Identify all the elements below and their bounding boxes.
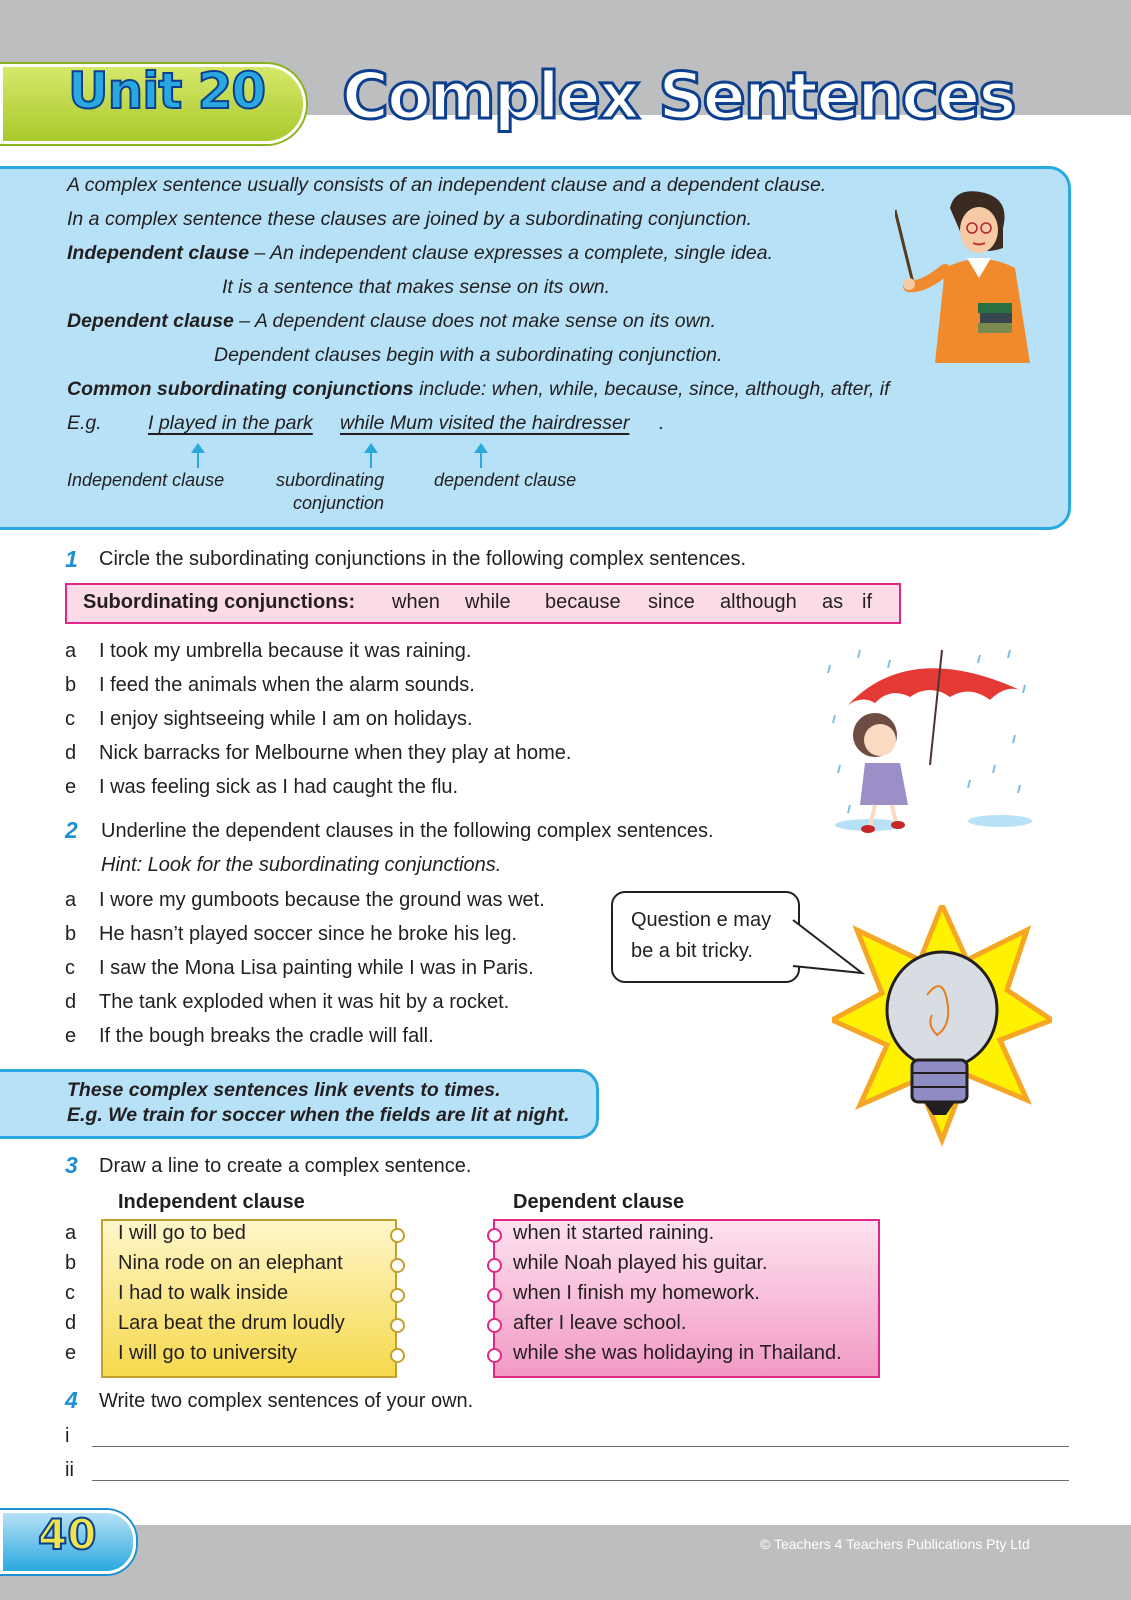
q2-sentence[interactable]: If the bough breaks the cradle will fall. xyxy=(99,1025,434,1047)
info-dependent xyxy=(67,310,716,333)
speech-bubble xyxy=(611,891,800,983)
item-letter: c xyxy=(65,1282,75,1304)
tip-line-1: These complex sentences link events to times. xyxy=(67,1079,501,1101)
item-letter: e xyxy=(65,776,77,798)
girl-umbrella-illustration xyxy=(820,645,1040,840)
arrow-up-icon xyxy=(370,451,372,468)
q1-sentence[interactable]: Nick barracks for Melbourne when they play at home. xyxy=(99,742,572,764)
connector-dot[interactable] xyxy=(487,1288,502,1303)
dependent-term: Dependent clause xyxy=(67,310,234,332)
question-number: 3 xyxy=(65,1152,78,1178)
info-independent-2: It is a sentence that makes sense on its own. xyxy=(222,276,611,298)
independent-term: Independent clause xyxy=(67,242,250,264)
answer-line[interactable] xyxy=(92,1446,1069,1447)
q1-sentence[interactable]: I enjoy sightseeing while I am on holidays. xyxy=(99,708,473,730)
question-number: 4 xyxy=(65,1387,78,1413)
dependent-clause: while she was holidaying in Thailand. xyxy=(513,1342,842,1364)
independent-clause: I will go to university xyxy=(118,1342,297,1364)
q1-sentence[interactable]: I took my umbrella because it was raining. xyxy=(99,640,472,662)
question-2-hint: Hint: Look for the subordinating conjunctions. xyxy=(101,854,502,876)
q2-sentence[interactable]: He hasn’t played soccer since he broke his leg. xyxy=(99,923,518,945)
item-letter: b xyxy=(65,923,77,945)
dependent-header: Dependent clause xyxy=(513,1191,685,1213)
question-1-prompt: Circle the subordinating conjunctions in the following complex sentences. xyxy=(99,548,747,570)
teacher-illustration xyxy=(895,188,1055,363)
question-2-prompt: Underline the dependent clauses in the following complex sentences. xyxy=(101,820,714,842)
item-letter: d xyxy=(65,742,77,764)
item-letter: a xyxy=(65,1222,77,1244)
independent-header: Independent clause xyxy=(118,1191,305,1213)
independent-clause: I will go to bed xyxy=(118,1222,246,1244)
conjunction-word: because xyxy=(545,591,621,613)
independent-clause: Nina rode on an elephant xyxy=(118,1252,343,1274)
example-end: . xyxy=(659,412,665,434)
answer-line[interactable] xyxy=(92,1480,1069,1481)
question-4-prompt: Write two complex sentences of your own. xyxy=(99,1390,474,1412)
bubble-text-line-2: be a bit tricky. xyxy=(631,940,753,962)
item-letter: a xyxy=(65,640,77,662)
item-letter: c xyxy=(65,708,75,730)
conjunction-word: as xyxy=(822,591,844,613)
answer-line-label: ii xyxy=(65,1459,74,1481)
label-dependent: dependent clause xyxy=(434,470,577,490)
copyright: © Teachers 4 Teachers Publications Pty Ltd xyxy=(760,1536,1030,1552)
bubble-text-line-1: Question e may xyxy=(631,909,772,931)
info-example-label: E.g. xyxy=(67,412,102,434)
conjunction-word: while xyxy=(465,591,511,613)
common-list: include: when, while, because, since, although, after, if xyxy=(413,378,890,400)
connector-dot[interactable] xyxy=(487,1228,502,1243)
item-letter: e xyxy=(65,1342,77,1364)
conjunctions-label: Subordinating conjunctions: xyxy=(83,591,356,613)
item-letter: d xyxy=(65,1312,77,1334)
conjunction-word: when xyxy=(392,591,440,613)
page-number: 40 xyxy=(38,1510,97,1559)
question-3-prompt: Draw a line to create a complex sentence. xyxy=(99,1155,472,1177)
common-term: Common subordinating conjunctions xyxy=(67,378,414,400)
light-bulb-icon xyxy=(832,905,1052,1155)
page-title: Complex Sentences xyxy=(342,60,1015,134)
q2-sentence[interactable]: I wore my gumboots because the ground was wet. xyxy=(99,889,545,911)
label-conjunction: conjunction xyxy=(293,493,385,513)
connector-dot[interactable] xyxy=(390,1258,405,1273)
q1-sentence[interactable]: I feed the animals when the alarm sounds. xyxy=(99,674,475,696)
dependent-clause: after I leave school. xyxy=(513,1312,687,1334)
connector-dot[interactable] xyxy=(390,1318,405,1333)
item-letter: b xyxy=(65,1252,77,1274)
item-letter: d xyxy=(65,991,77,1013)
item-letter: c xyxy=(65,957,75,979)
q2-sentence[interactable]: I saw the Mona Lisa painting while I was in Paris. xyxy=(99,957,534,979)
dependent-clause: when it started raining. xyxy=(513,1222,715,1244)
info-line-1: A complex sentence usually consists of an independent clause and a dependent clause. xyxy=(67,174,827,196)
answer-line-label: i xyxy=(65,1425,70,1447)
independent-clause: Lara beat the drum loudly xyxy=(118,1312,345,1334)
item-letter: b xyxy=(65,674,77,696)
info-dependent-2: Dependent clauses begin with a subordinating conjunction. xyxy=(214,344,723,366)
arrow-up-icon xyxy=(197,451,199,468)
tip-line-2: E.g. We train for soccer when the fields are lit at night. xyxy=(67,1104,570,1126)
example-dependent: while Mum visited the hairdresser xyxy=(340,412,630,434)
item-letter: e xyxy=(65,1025,77,1047)
dependent-clause: while Noah played his guitar. xyxy=(513,1252,768,1274)
q2-sentence[interactable]: The tank exploded when it was hit by a rocket. xyxy=(99,991,510,1013)
connector-dot[interactable] xyxy=(390,1348,405,1363)
item-letter: a xyxy=(65,889,77,911)
label-independent: Independent clause xyxy=(67,470,225,490)
connector-dot[interactable] xyxy=(487,1258,502,1273)
info-common xyxy=(67,378,890,401)
connector-dot[interactable] xyxy=(390,1288,405,1303)
unit-label: Unit 20 xyxy=(68,62,266,120)
independent-definition: – An independent clause expresses a complete, single idea. xyxy=(249,242,773,264)
conjunction-word: if xyxy=(862,591,872,613)
independent-clause: I had to walk inside xyxy=(118,1282,289,1304)
arrow-up-icon xyxy=(480,451,482,468)
dependent-clause: when I finish my homework. xyxy=(513,1282,760,1304)
info-line-2: In a complex sentence these clauses are joined by a subordinating conjunction. xyxy=(67,208,753,230)
question-number: 1 xyxy=(65,546,78,572)
conjunction-word: since xyxy=(648,591,695,613)
conjunction-word: although xyxy=(720,591,797,613)
label-subordinating: subordinating xyxy=(276,470,385,490)
q1-sentence[interactable]: I was feeling sick as I had caught the flu. xyxy=(99,776,459,798)
connector-dot[interactable] xyxy=(390,1228,405,1243)
question-number: 2 xyxy=(65,817,78,843)
example-independent: I played in the park xyxy=(148,412,313,434)
connector-dot[interactable] xyxy=(487,1348,502,1363)
dependent-definition: – A dependent clause does not make sense on its own. xyxy=(233,310,716,332)
connector-dot[interactable] xyxy=(487,1318,502,1333)
info-independent xyxy=(67,242,773,265)
